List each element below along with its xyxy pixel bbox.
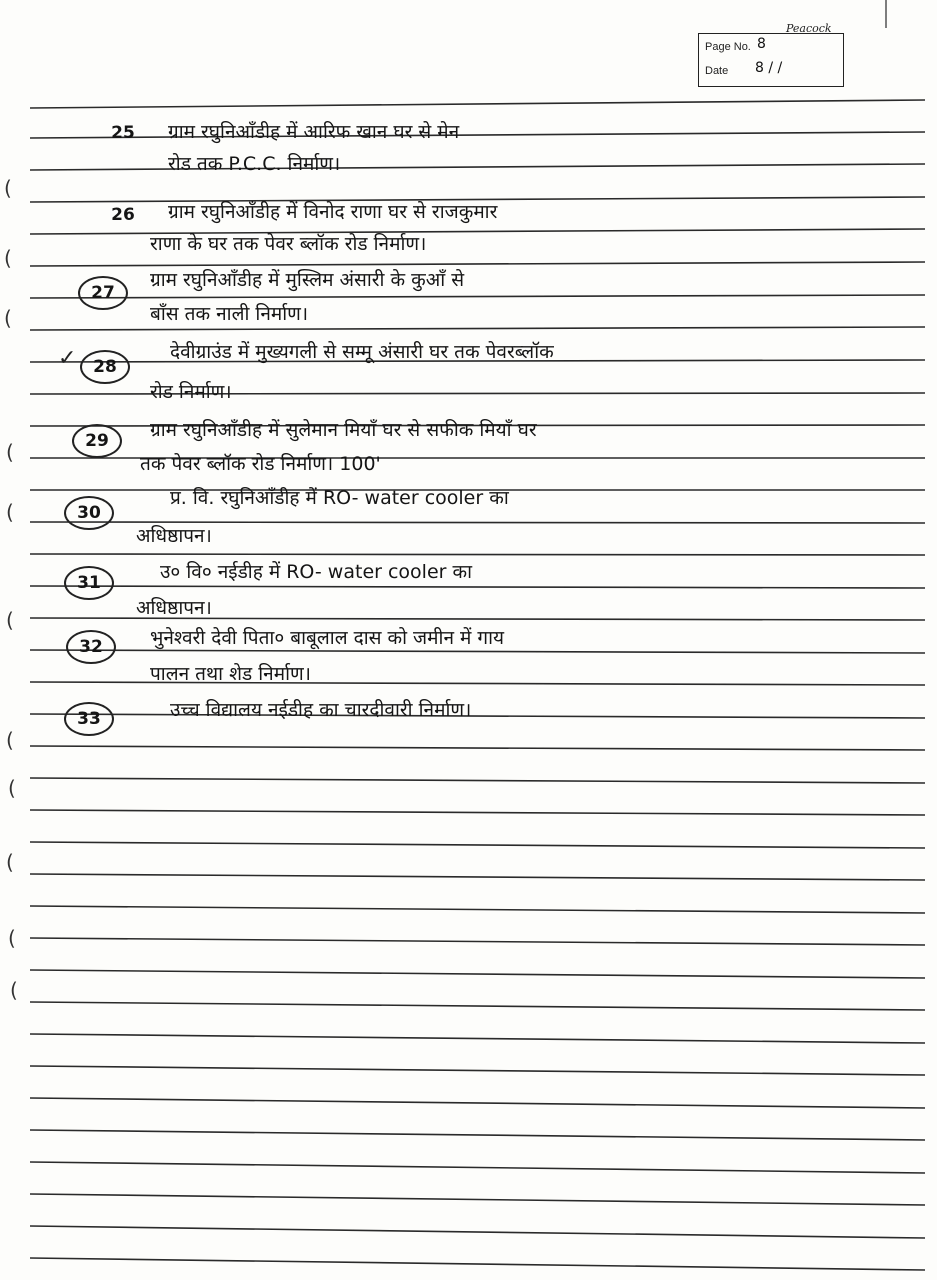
margin-scribble: (: [8, 776, 16, 800]
entry-number: 29: [72, 424, 122, 458]
margin-scribble: (: [4, 306, 12, 330]
entry-line: अधिष्ठापन।: [136, 597, 212, 619]
entry-number: 25: [111, 123, 135, 143]
entry-line: राणा के घर तक पेवर ब्लॉक रोड निर्माण।: [150, 233, 427, 255]
entry-line: उ० वि० नईडीह में RO- water cooler का: [160, 561, 473, 583]
entry-line: ग्राम रघुनिआँडीह में आरिफ खान घर से मेन: [168, 121, 460, 143]
date-value: 8 / /: [755, 60, 783, 76]
entry-line: उच्च विद्यालय नईडीह का चारदीवारी निर्माण।: [170, 699, 472, 721]
entry-line: भुनेश्वरी देवी पिता० बाबूलाल दास को जमीन में गाय: [150, 627, 505, 649]
margin-scribble: (: [6, 440, 14, 464]
entry-number: 27: [78, 276, 128, 310]
entry-line: अधिष्ठापन।: [136, 525, 212, 547]
entry-line: ग्राम रघुनिआँडीह में विनोद राणा घर से राजकुमार: [168, 201, 498, 223]
margin-scribble: (: [4, 246, 12, 270]
entry-line: देवीग्राउंड में मुख्यगली से सम्मू अंसारी घर तक पेवरब्लॉक: [170, 341, 554, 363]
margin-scribble: (: [8, 926, 16, 950]
entry-number: 31: [64, 566, 114, 600]
check-mark-icon: ✓: [58, 346, 77, 371]
margin-scribble: (: [6, 608, 14, 632]
entry-line: तक पेवर ब्लॉक रोड निर्माण। 100': [140, 453, 381, 475]
page-no-label: Page No.: [705, 41, 751, 53]
entry-number: 28: [80, 350, 130, 384]
margin-scribble: (: [4, 176, 12, 200]
date-label: Date: [705, 65, 729, 77]
entry-line: रोड तक P.C.C. निर्माण।: [168, 153, 341, 175]
notebook-brand: Peacock: [786, 22, 832, 35]
entry-line: ग्राम रघुनिआँडीह में सुलेमान मियाँ घर से सफीक मियाँ घर: [150, 419, 537, 441]
entry-number: 33: [64, 702, 114, 736]
entry-number: 26: [111, 205, 135, 225]
margin-scribble: (: [6, 850, 14, 874]
margin-scribble: (: [6, 728, 14, 752]
entry-number: 32: [66, 630, 116, 664]
entry-line: रोड निर्माण।: [150, 381, 232, 403]
entry-number: 30: [64, 496, 114, 530]
entry-line: बाँस तक नाली निर्माण।: [150, 303, 309, 325]
entry-line: पालन तथा शेड निर्माण।: [150, 663, 311, 685]
entry-line: ग्राम रघुनिआँडीह में मुस्लिम अंसारी के कुआँ से: [150, 269, 465, 291]
page-no-value: 8: [757, 36, 766, 52]
page-number-box: [698, 33, 844, 87]
margin-scribble: (: [6, 500, 14, 524]
margin-scribble: (: [10, 978, 18, 1002]
entry-line: प्र. वि. रघुनिआँडीह में RO- water cooler का: [170, 487, 509, 509]
